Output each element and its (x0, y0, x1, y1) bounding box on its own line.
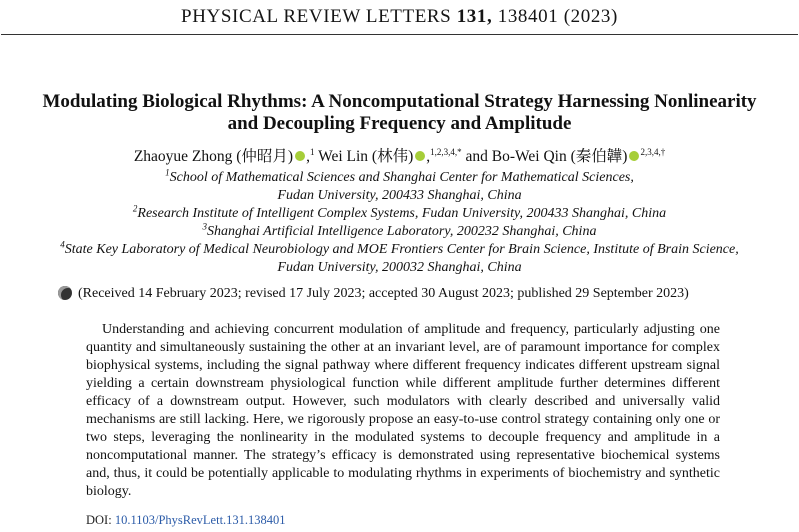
orcid-icon[interactable] (415, 151, 425, 161)
author-affiliation-marker: 1,2,3,4,* (430, 146, 462, 157)
affiliation-4: $^4$State Key Laboratory of Medical Neurobiology and MOE Frontiers Center for Brain Science, Institute of Brain Science, (60, 239, 739, 257)
publication-year: (2023) (563, 6, 618, 27)
check-for-updates-icon[interactable] (58, 286, 72, 300)
abstract-text: Understanding and achieving concurrent modulation of amplitude and frequency, particularly adjusting one quantity and simultaneously sustaining the other at an invariant level, are of paramount importance for complex biophysical systems, including the signal pathway where different frequency indicates different upstream signal yielding a certain downstream physiological function while different amplitude further determines different efficacy of a downstream output. However, such modulators with clearly described and universally valid mechanisms are still lacking. Here, we rigorously propose an easy-to-use control strategy containing only one or two steps, leveraging the nonlinearity in the modulated systems to decouple frequency and amplitude in a noncomputational manner. The strategy’s efficacy is demonstrated using representative biochemical systems and, thus, it could be potentially applicable to modulating rhythms in experiments of biochemistry and synthetic biology. (86, 322, 720, 499)
doi-link[interactable]: 10.1103/PhysRevLett.131.138401 (114, 513, 286, 527)
header-rule (1, 34, 798, 35)
affiliation-1-cont: Fudan University, 200433 Shanghai, China (277, 188, 522, 203)
affiliation-3: $^3$Shanghai Artificial Intelligence Laboratory, 200232 Shanghai, China (202, 221, 597, 239)
received-dates (58, 285, 689, 303)
affiliation-1: $^1$School of Mathematical Sciences and Shanghai Center for Mathematical Sciences, (165, 167, 634, 185)
author-name[interactable]: Wei Lin (林伟) (318, 148, 414, 165)
title-line-1: Modulating Biological Rhythms: A Noncomputational Strategy Harnessing Nonlinearity (42, 91, 757, 112)
author-name[interactable]: Zhaoyue Zhong (仲昭月) (133, 148, 294, 165)
affiliation-2: $^2$Research Institute of Intelligent Complex Systems, Fudan University, 200433 Shanghai, China (132, 203, 667, 221)
article-title (0, 91, 799, 135)
abstract (86, 321, 720, 501)
author-affiliation-marker: 1 (309, 146, 315, 157)
orcid-icon[interactable] (629, 151, 639, 161)
title-line-2: and Decoupling Frequency and Amplitude (227, 113, 572, 134)
author-list: Zhaoyue Zhong (仲昭月) ,$^1$ Wei Lin (林伟) ,$^{1,2,3,4,*}$ and Bo-Wei Qin (秦伯韡) $^{2,3,4,\dagger}$ (133, 146, 666, 165)
received-text: (Received 14 February 2023; revised 17 July 2023; accepted 30 August 2023; published 29 September 2023) (78, 286, 689, 301)
doi-line (86, 512, 286, 528)
affiliation-4-cont: Fudan University, 200032 Shanghai, China (277, 260, 522, 275)
article-number: 138401 (497, 6, 559, 27)
orcid-icon[interactable] (295, 151, 305, 161)
journal-header (0, 6, 799, 28)
journal-volume: 131, (456, 6, 493, 27)
affiliations (0, 169, 799, 277)
doi-label: DOI: (86, 513, 112, 527)
author-name[interactable]: Bo-Wei Qin (秦伯韡) (491, 148, 628, 165)
journal-name: PHYSICAL REVIEW LETTERS (181, 6, 452, 27)
author-affiliation-marker: 2,3,4,† (640, 146, 666, 157)
